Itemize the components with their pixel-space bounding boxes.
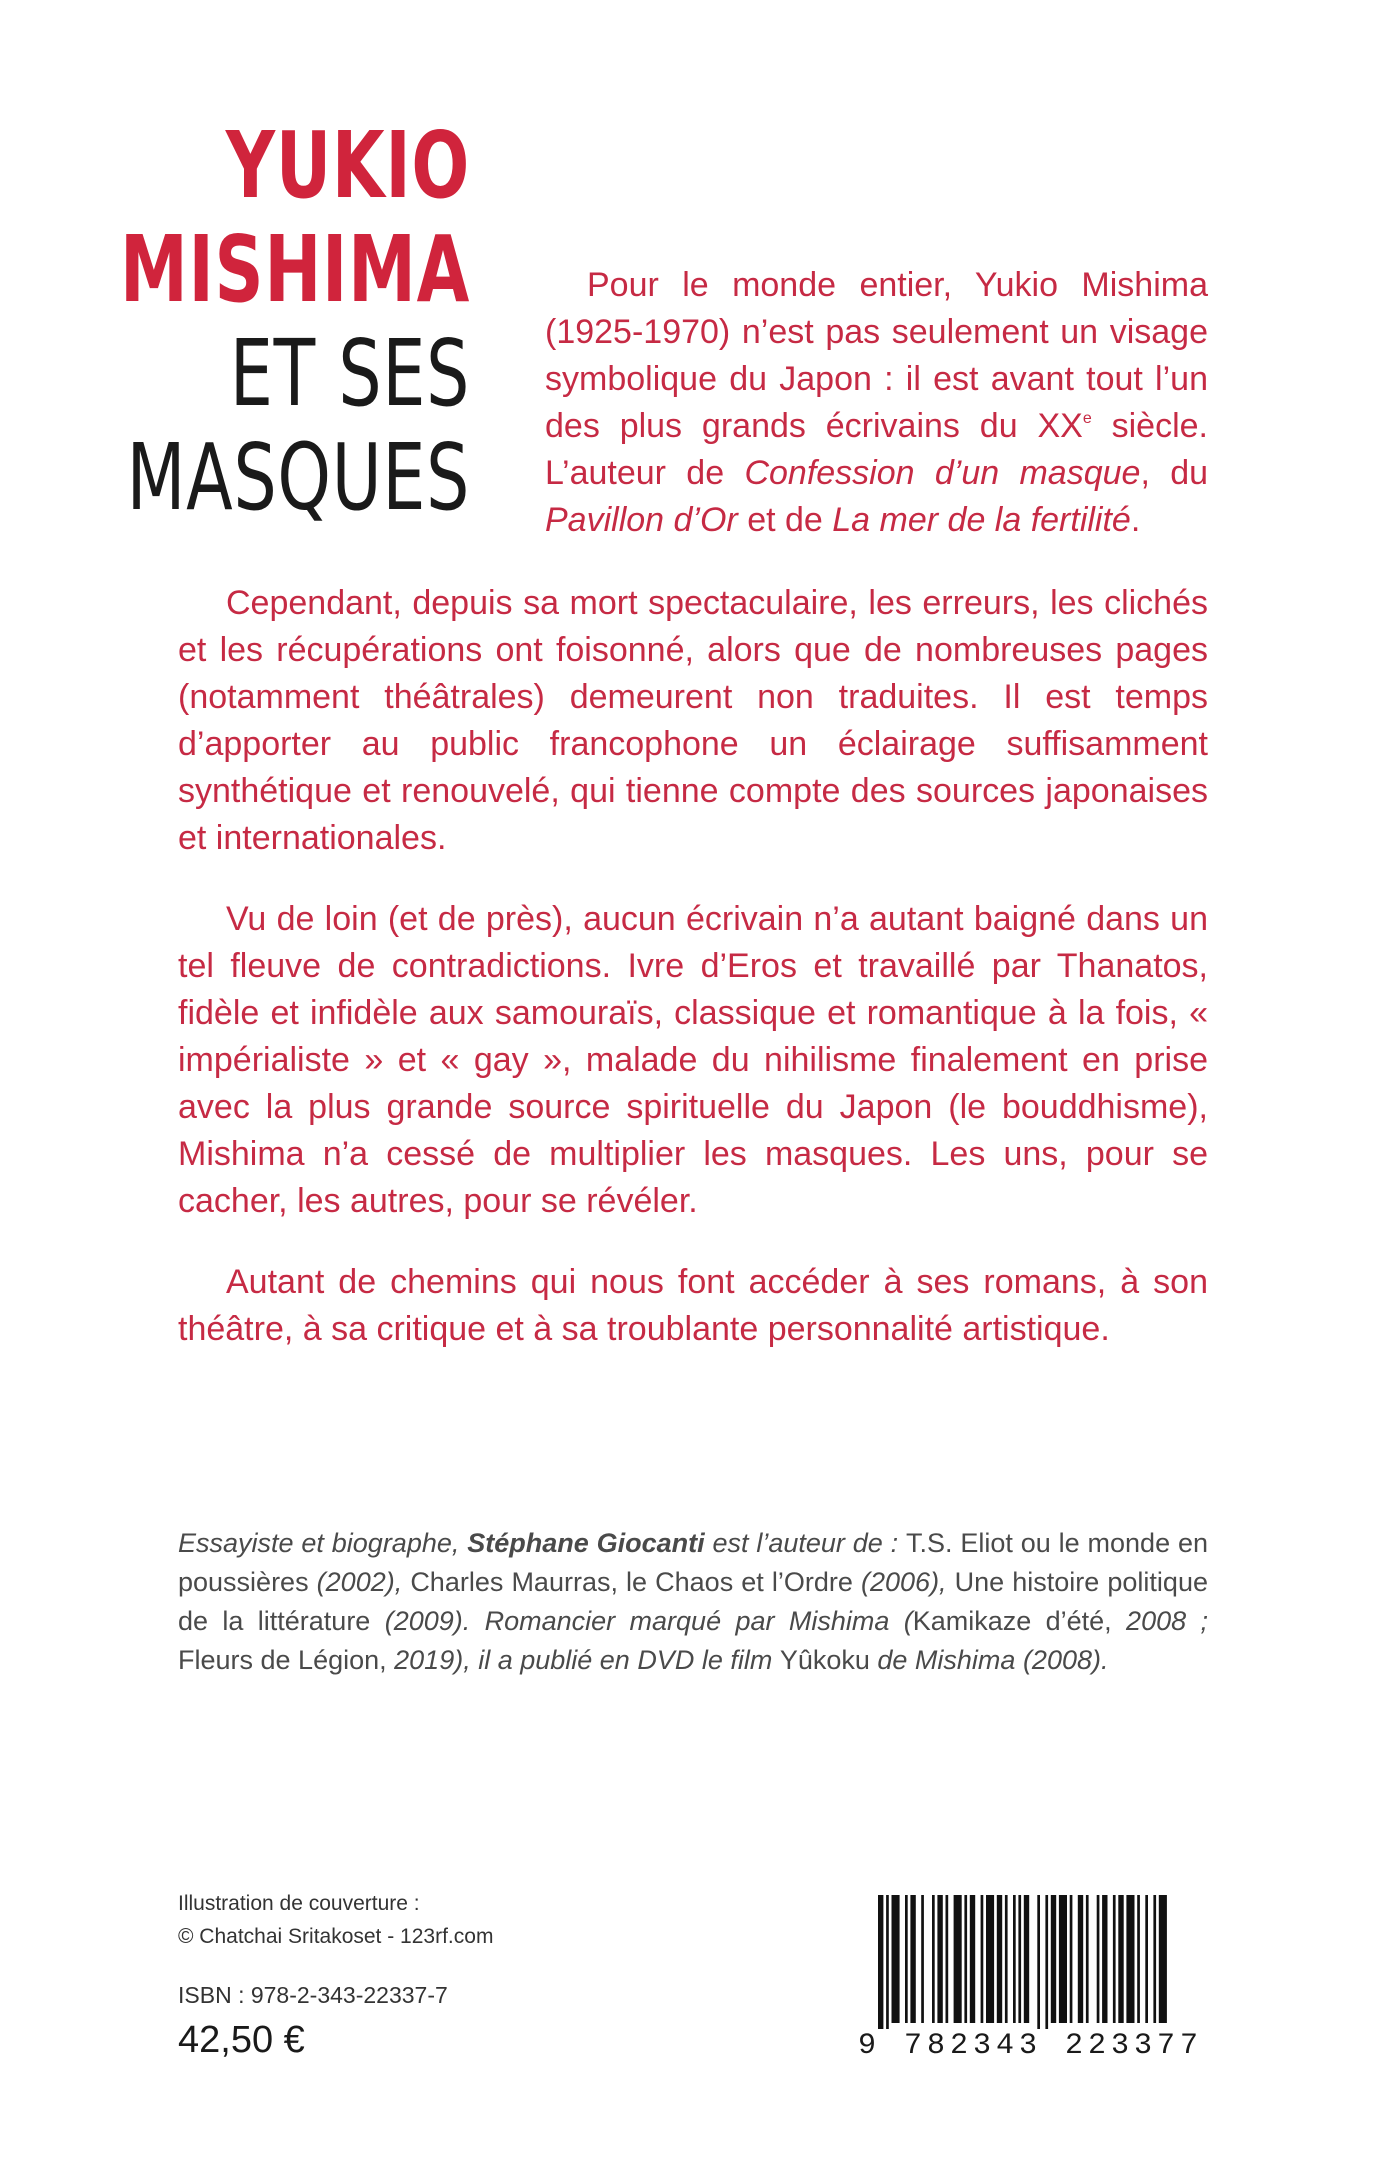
barcode-bar xyxy=(1045,1895,1048,2035)
barcode-bar xyxy=(1070,1895,1073,2023)
barcode-bar xyxy=(932,1895,935,2023)
intro-paragraph: Pour le monde entier, Yukio Mishima (1925-1970) n’est pas seulement un visage symbolique du Japon : il est avant tout l’un des plus grands écrivains du XXe siècle. L’auteur de Confession d’un masque, du Pavillon d’Or et de La mer de la fertilité. xyxy=(545,266,1209,539)
barcode-bar xyxy=(946,1895,949,2023)
barcode-bar xyxy=(981,1895,984,2023)
barcode-bar xyxy=(1013,1895,1016,2023)
book-title xyxy=(0,112,470,536)
barcode-bar xyxy=(892,1895,900,2023)
title-line-mishima: MISHIMA xyxy=(119,216,470,323)
title-line-et-ses: ET SES xyxy=(229,320,470,427)
credit-label: Illustration de couverture : xyxy=(178,1892,420,1915)
paragraph-4: Autant de chemins qui nous font accéder à ses romans, à son théâtre, à sa critique et à sa troublante personnalité artistique. xyxy=(178,1263,1208,1348)
barcode-bar xyxy=(1086,1895,1089,2023)
title-line-masques: MASQUES xyxy=(126,424,470,531)
barcode-bar xyxy=(1118,1895,1123,2023)
cover-illustration-credit xyxy=(178,1887,493,1953)
barcode-bar xyxy=(886,1895,889,2035)
credit-source: © Chatchai Sritakoset - 123rf.com xyxy=(178,1925,494,1948)
title-line-yukio: YUKIO xyxy=(225,112,470,219)
barcode-bar xyxy=(937,1895,942,2023)
barcode-bar xyxy=(1145,1895,1148,2023)
barcode-bar xyxy=(964,1895,967,2023)
barcode-bar xyxy=(1037,1895,1040,2035)
barcode-bar xyxy=(878,1895,883,2035)
barcode-digits: 9 782343 223377 xyxy=(858,2029,1204,2063)
barcode-bar xyxy=(905,1895,908,2023)
barcode-bar xyxy=(954,1895,962,2023)
barcode-bar xyxy=(910,1895,915,2023)
price: 42,50 € xyxy=(178,2019,305,2061)
author-bio: Essayiste et biographe, Stéphane Giocanti est l’auteur de : T.S. Eliot ou le monde en poussières (2002), Charles Maurras, le Chaos et l’Ordre (2006), Une histoire politique de la littérature (2009). Romancier marqué par Mishima (Kamikaze d’été, 2008 ; Fleurs de Légion, 2019), il a publié en DVD le film Yûkoku de Mishima (2008). xyxy=(178,1528,1208,1675)
barcode-bar xyxy=(1126,1895,1134,2023)
barcode-bar xyxy=(1051,1895,1056,2023)
barcode-bar xyxy=(1153,1895,1156,2023)
barcode-bar xyxy=(921,1895,924,2023)
barcode-bar xyxy=(1097,1895,1100,2023)
barcode-bar xyxy=(1018,1895,1021,2023)
barcode-bar xyxy=(970,1895,975,2023)
barcode-bar xyxy=(997,1895,1002,2023)
barcode-bar xyxy=(1137,1895,1140,2023)
barcode-bar xyxy=(1059,1895,1067,2023)
barcode-bar xyxy=(1078,1895,1083,2023)
barcode-bar xyxy=(1113,1895,1116,2023)
barcode-bar xyxy=(986,1895,994,2023)
barcode-bar xyxy=(1005,1895,1008,2023)
barcode-bar xyxy=(1102,1895,1107,2023)
paragraph-2: Cependant, depuis sa mort spectaculaire, les erreurs, les clichés et les récupérations ont foisonné, alors que de nombreuses pages (notamment théâtrales) demeurent non traduites. Il est temps d’apporter au public francophone un éclairage suffisamment synthétique et renouvelé, qui tienne compte des sources japonaises et internationales. xyxy=(178,584,1208,857)
isbn: ISBN : 978-2-343-22337-7 xyxy=(178,1982,448,2008)
barcode-bar xyxy=(1024,1895,1029,2023)
paragraph-3: Vu de loin (et de près), aucun écrivain n’a autant baigné dans un tel fleuve de contradictions. Ivre d’Eros et travaillé par Thanatos, fidèle et infidèle aux samouraïs, classique et romantique à la fois, « impérialiste » et « gay », malade du nihilisme finalement en prise avec la plus grande source spirituelle du Japon (le bouddhisme), Mishima n’a cessé de multiplier les masques. Les uns, pour se cacher, les autres, pour se révéler. xyxy=(178,900,1208,1220)
barcode-bar xyxy=(1159,1895,1167,2023)
